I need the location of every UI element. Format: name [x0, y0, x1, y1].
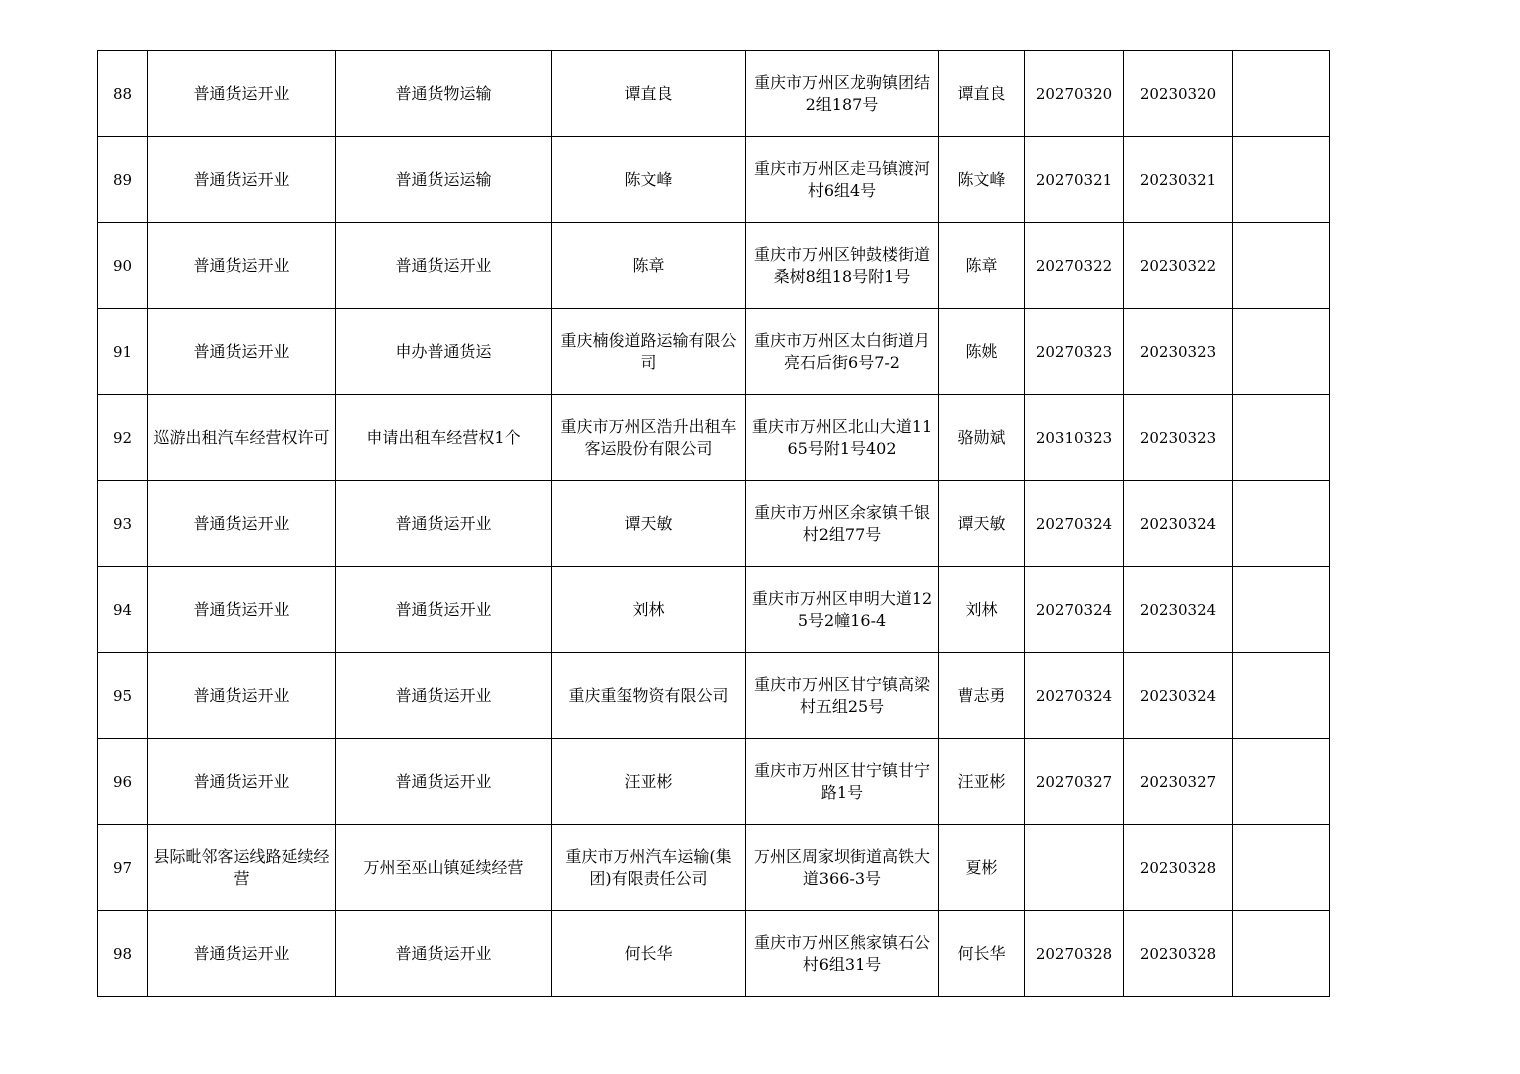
cell-legal-person: 陈姚 [939, 309, 1025, 395]
cell-license-category: 普通货运开业 [148, 137, 336, 223]
cell-license-matter: 普通货运开业 [336, 653, 552, 739]
cell-valid-until: 20270322 [1025, 223, 1124, 309]
cell-license-category: 普通货运开业 [148, 653, 336, 739]
cell-legal-person: 谭天敏 [939, 481, 1025, 567]
cell-decision-date: 20230324 [1124, 481, 1233, 567]
cell-license-category: 巡游出租汽车经营权许可 [148, 395, 336, 481]
cell-legal-person: 曹志勇 [939, 653, 1025, 739]
cell-valid-until: 20270328 [1025, 911, 1124, 997]
cell-applicant: 陈文峰 [552, 137, 746, 223]
cell-license-category: 县际毗邻客运线路延续经营 [148, 825, 336, 911]
cell-license-matter: 普通货运开业 [336, 223, 552, 309]
table-row [98, 825, 1330, 911]
cell-note [1233, 567, 1330, 653]
cell-license-category: 普通货运开业 [148, 481, 336, 567]
cell-decision-date: 20230321 [1124, 137, 1233, 223]
cell-applicant: 何长华 [552, 911, 746, 997]
cell-note [1233, 739, 1330, 825]
cell-note [1233, 309, 1330, 395]
cell-decision-date: 20230322 [1124, 223, 1233, 309]
cell-license-category: 普通货运开业 [148, 739, 336, 825]
cell-legal-person: 骆勋斌 [939, 395, 1025, 481]
cell-license-category: 普通货运开业 [148, 567, 336, 653]
cell-address: 重庆市万州区甘宁镇高梁村五组25号 [746, 653, 939, 739]
cell-address: 重庆市万州区龙驹镇团结2组187号 [746, 51, 939, 137]
cell-number: 93 [98, 481, 148, 567]
cell-license-category: 普通货运开业 [148, 223, 336, 309]
cell-legal-person: 陈文峰 [939, 137, 1025, 223]
cell-decision-date: 20230327 [1124, 739, 1233, 825]
cell-valid-until: 20270320 [1025, 51, 1124, 137]
cell-applicant: 重庆市万州汽车运输(集团)有限责任公司 [552, 825, 746, 911]
cell-decision-date: 20230320 [1124, 51, 1233, 137]
cell-address: 重庆市万州区熊家镇石公村6组31号 [746, 911, 939, 997]
cell-number: 91 [98, 309, 148, 395]
table-row [98, 395, 1330, 481]
cell-decision-date: 20230328 [1124, 825, 1233, 911]
cell-address: 重庆市万州区申明大道125号2幢16-4 [746, 567, 939, 653]
cell-address: 重庆市万州区余家镇千银村2组77号 [746, 481, 939, 567]
cell-valid-until [1025, 825, 1124, 911]
cell-number: 89 [98, 137, 148, 223]
cell-applicant: 谭直良 [552, 51, 746, 137]
table-row [98, 653, 1330, 739]
cell-valid-until: 20270324 [1025, 567, 1124, 653]
cell-number: 92 [98, 395, 148, 481]
table-row [98, 481, 1330, 567]
cell-number: 95 [98, 653, 148, 739]
cell-applicant: 谭天敏 [552, 481, 746, 567]
cell-applicant: 汪亚彬 [552, 739, 746, 825]
cell-note [1233, 911, 1330, 997]
cell-license-matter: 普通货运开业 [336, 567, 552, 653]
cell-valid-until: 20270323 [1025, 309, 1124, 395]
table-row [98, 911, 1330, 997]
table-body [98, 51, 1330, 997]
cell-note [1233, 825, 1330, 911]
table-row [98, 739, 1330, 825]
cell-decision-date: 20230324 [1124, 653, 1233, 739]
cell-license-matter: 申办普通货运 [336, 309, 552, 395]
cell-license-matter: 万州至巫山镇延续经营 [336, 825, 552, 911]
cell-address: 重庆市万州区走马镇渡河村6组4号 [746, 137, 939, 223]
cell-number: 94 [98, 567, 148, 653]
cell-note [1233, 395, 1330, 481]
cell-legal-person: 夏彬 [939, 825, 1025, 911]
cell-number: 90 [98, 223, 148, 309]
cell-decision-date: 20230323 [1124, 395, 1233, 481]
cell-number: 97 [98, 825, 148, 911]
cell-license-matter: 普通货运开业 [336, 481, 552, 567]
cell-number: 96 [98, 739, 148, 825]
cell-license-matter: 普通货运开业 [336, 911, 552, 997]
cell-number: 98 [98, 911, 148, 997]
cell-address: 重庆市万州区甘宁镇甘宁路1号 [746, 739, 939, 825]
cell-license-category: 普通货运开业 [148, 309, 336, 395]
cell-address: 重庆市万州区太白街道月亮石后街6号7-2 [746, 309, 939, 395]
cell-license-category: 普通货运开业 [148, 911, 336, 997]
cell-applicant: 重庆市万州区浩升出租车客运股份有限公司 [552, 395, 746, 481]
table-row [98, 223, 1330, 309]
cell-decision-date: 20230324 [1124, 567, 1233, 653]
cell-license-matter: 申请出租车经营权1个 [336, 395, 552, 481]
table-row [98, 51, 1330, 137]
cell-valid-until: 20270327 [1025, 739, 1124, 825]
cell-legal-person: 汪亚彬 [939, 739, 1025, 825]
cell-decision-date: 20230323 [1124, 309, 1233, 395]
table-row [98, 137, 1330, 223]
license-table [97, 50, 1330, 997]
cell-legal-person: 何长华 [939, 911, 1025, 997]
cell-legal-person: 谭直良 [939, 51, 1025, 137]
cell-note [1233, 653, 1330, 739]
cell-note [1233, 481, 1330, 567]
cell-applicant: 重庆重玺物资有限公司 [552, 653, 746, 739]
cell-license-matter: 普通货运运输 [336, 137, 552, 223]
cell-applicant: 陈章 [552, 223, 746, 309]
cell-note [1233, 223, 1330, 309]
cell-valid-until: 20270321 [1025, 137, 1124, 223]
table-row [98, 309, 1330, 395]
cell-license-matter: 普通货物运输 [336, 51, 552, 137]
cell-address: 重庆市万州区北山大道1165号附1号402 [746, 395, 939, 481]
cell-decision-date: 20230328 [1124, 911, 1233, 997]
cell-applicant: 重庆楠俊道路运输有限公司 [552, 309, 746, 395]
cell-legal-person: 刘林 [939, 567, 1025, 653]
cell-valid-until: 20270324 [1025, 653, 1124, 739]
table-row [98, 567, 1330, 653]
cell-applicant: 刘林 [552, 567, 746, 653]
cell-address: 重庆市万州区钟鼓楼街道桑树8组18号附1号 [746, 223, 939, 309]
cell-valid-until: 20310323 [1025, 395, 1124, 481]
cell-license-matter: 普通货运开业 [336, 739, 552, 825]
cell-number: 88 [98, 51, 148, 137]
cell-address: 万州区周家坝街道高铁大道366-3号 [746, 825, 939, 911]
cell-license-category: 普通货运开业 [148, 51, 336, 137]
cell-valid-until: 20270324 [1025, 481, 1124, 567]
cell-note [1233, 137, 1330, 223]
cell-legal-person: 陈章 [939, 223, 1025, 309]
cell-note [1233, 51, 1330, 137]
